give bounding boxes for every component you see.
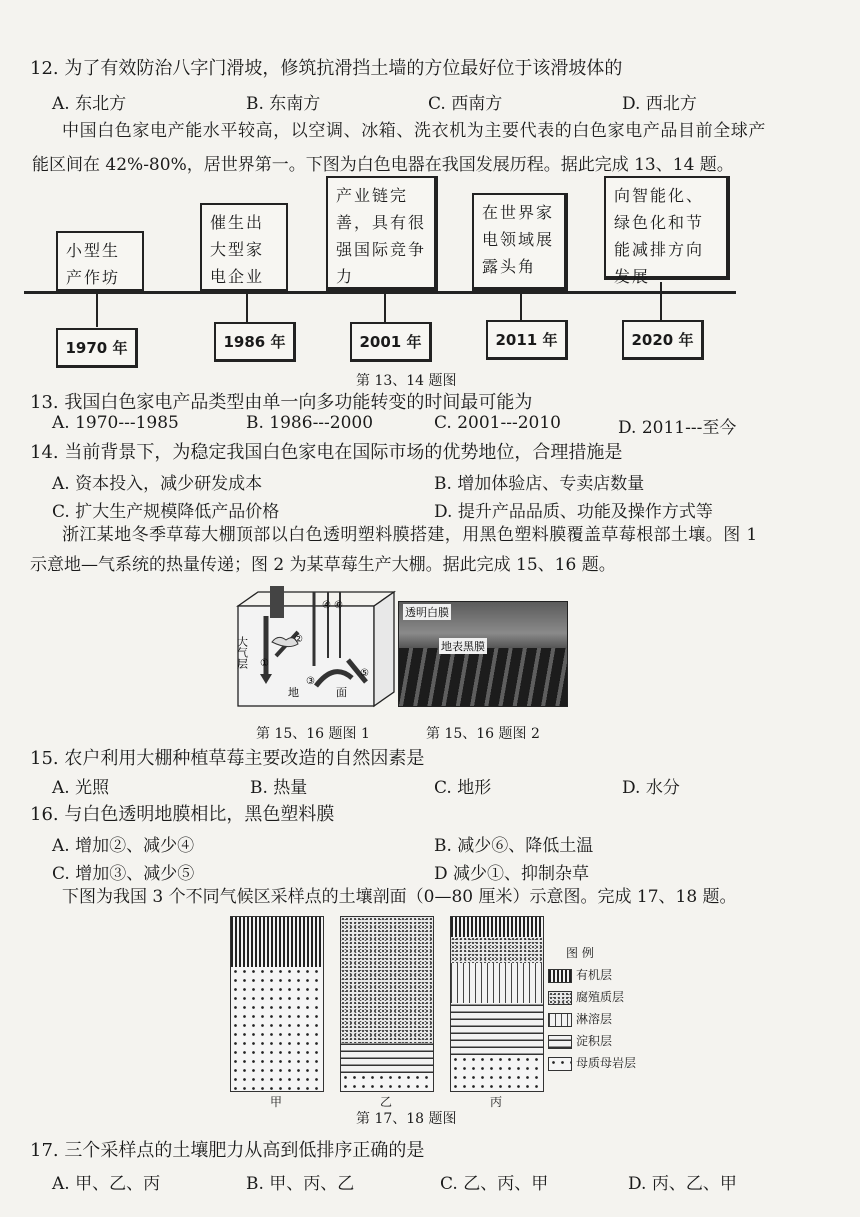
- layer-organic: [451, 917, 543, 937]
- legend-label-parent: 母质母岩层: [576, 1056, 637, 1070]
- legend-swatch-leach: [548, 1013, 572, 1027]
- q17-option-b: B. 甲、丙、乙: [246, 1174, 355, 1194]
- ground-label-right: 面: [336, 686, 347, 699]
- greenhouse-photo: [398, 601, 568, 707]
- timeline-year-2020: 2020 年: [622, 320, 704, 360]
- layer-organic: [231, 917, 323, 967]
- sun-bar: [270, 586, 284, 618]
- legend-label-humus: 腐殖质层: [576, 990, 625, 1004]
- layer-parent: [451, 1055, 543, 1092]
- soil-column-yi: [340, 916, 434, 1092]
- q15-stem: 15. 农户利用大棚种植草莓主要改造的自然因素是: [30, 748, 425, 769]
- q13-option-a: A. 1970---1985: [52, 413, 179, 433]
- legend-swatch-deposit: [548, 1035, 572, 1049]
- q14-option-a: A. 资本投入，减少研发成本: [52, 474, 263, 494]
- intro-15-16-line1: 浙江某地冬季草莓大棚顶部以白色透明塑料膜搭建，用黑色塑料膜覆盖草莓根部土壤。图 1: [62, 525, 758, 545]
- q12-option-d: D. 西北方: [622, 94, 697, 114]
- legend-swatch-parent: [548, 1057, 572, 1071]
- ground-label-left: 地: [288, 686, 299, 699]
- timeline-year-2001: 2001 年: [350, 322, 432, 362]
- marker-6: ⑥: [334, 600, 343, 611]
- intro-15-16-line2: 示意地—气系统的热量传递；图 2 为某草莓生产大棚。据此完成 15、16 题。: [30, 555, 616, 575]
- timeline-event-2001: 产业链完善，具有很强国际竞争力: [326, 176, 438, 291]
- timeline-tick: [96, 293, 98, 327]
- q16-option-c: C. 增加③、减少⑤: [52, 864, 195, 884]
- legend-label-organic: 有机层: [576, 968, 613, 982]
- q16-stem: 16. 与白色透明地膜相比，黑色塑料膜: [30, 804, 335, 825]
- soil-label-jia: 甲: [270, 1095, 283, 1109]
- marker-2: ②: [294, 634, 303, 645]
- timeline-tick: [660, 282, 662, 320]
- q15-option-d: D. 水分: [622, 778, 680, 798]
- soil-label-bing: 丙: [490, 1095, 503, 1109]
- legend-parent: [548, 1054, 636, 1071]
- timeline-tick: [384, 293, 386, 323]
- soil-caption: 第 17、18 题图: [356, 1111, 457, 1127]
- timeline-caption: 第 13、14 题图: [356, 373, 457, 389]
- intro-13-14-line1: 中国白色家电产能水平较高，以空调、冰箱、洗衣机为主要代表的白色家电产品目前全球产: [62, 121, 766, 141]
- intro-17-18-line1: 下图为我国 3 个不同气候区采样点的土壤剖面（0—80 厘米）示意图。完成 17、18 题。: [62, 887, 737, 907]
- q17-option-c: C. 乙、丙、甲: [440, 1174, 549, 1194]
- timeline-year-2011: 2011 年: [486, 320, 568, 360]
- legend-deposit: [548, 1032, 612, 1049]
- timeline-tick: [520, 293, 522, 323]
- soil-column-jia: [230, 916, 324, 1092]
- legend-label-deposit: 淀积层: [576, 1034, 613, 1048]
- q12-option-a: A. 东北方: [52, 94, 127, 114]
- layer-humus: [451, 937, 543, 963]
- q16-option-d: D 减少①、抑制杂草: [434, 864, 590, 884]
- fig1-caption: 第 15、16 题图 1: [256, 726, 370, 742]
- marker-4: ④: [322, 600, 331, 611]
- timeline-event-1986: 催生出大型家电企业: [200, 203, 288, 291]
- q13-stem: 13. 我国白色家电产品类型由单一向多功能转变的时间最可能为: [30, 392, 533, 413]
- legend-organic: [548, 966, 612, 983]
- q14-option-d: D. 提升产品品质、功能及操作方式等: [434, 502, 713, 522]
- layer-parent: [341, 1073, 433, 1092]
- timeline-event-1970: 小型生产作坊: [56, 231, 144, 291]
- film-label-top: 透明白膜: [405, 606, 449, 619]
- q14-option-b: B. 增加体验店、专卖店数量: [434, 474, 645, 494]
- q16-option-b: B. 减少⑥、降低土温: [434, 836, 594, 856]
- legend-label-leach: 淋溶层: [576, 1012, 613, 1026]
- q14-stem: 14. 当前背景下，为稳定我国白色家电在国际市场的优势地位，合理措施是: [30, 442, 623, 463]
- q13-option-d: D. 2011---至今: [618, 418, 737, 438]
- timeline-event-2011: 在世界家电领域展露头角: [472, 193, 568, 291]
- layer-deposit: [451, 1003, 543, 1055]
- timeline-year-1986: 1986 年: [214, 322, 296, 362]
- q16-option-a: A. 增加②、减少④: [52, 836, 195, 856]
- legend-leach: [548, 1010, 612, 1027]
- q13-option-b: B. 1986---2000: [246, 413, 374, 433]
- q12-option-c: C. 西南方: [428, 94, 503, 114]
- timeline-axis: [24, 291, 736, 294]
- q17-option-d: D. 丙、乙、甲: [628, 1174, 737, 1194]
- legend-swatch-humus: [548, 991, 572, 1005]
- q17-option-a: A. 甲、乙、丙: [52, 1174, 161, 1194]
- atmosphere-box: [238, 592, 394, 706]
- legend-swatch-organic: [548, 969, 572, 983]
- soil-legend-title: 图 例: [566, 946, 594, 960]
- marker-1: ①: [260, 658, 269, 669]
- timeline-year-1970: 1970 年: [56, 328, 138, 368]
- q15-option-a: A. 光照: [52, 778, 110, 798]
- layer-deposit: [341, 1043, 433, 1073]
- timeline-tick: [246, 293, 248, 323]
- q12-option-b: B. 东南方: [246, 94, 321, 114]
- film-label-mid: 地表黑膜: [441, 640, 485, 653]
- soil-label-yi: 乙: [380, 1095, 393, 1109]
- soil-column-bing: [450, 916, 544, 1092]
- fig2-caption: 第 15、16 题图 2: [426, 726, 540, 742]
- marker-5: ⑤: [360, 668, 369, 679]
- greenhouse-rows: [399, 648, 567, 706]
- layer-humus: [341, 917, 433, 1043]
- q15-option-b: B. 热量: [250, 778, 308, 798]
- timeline-event-2020: 向智能化、绿色化和节能减排方向发展: [604, 176, 730, 280]
- legend-humus: [548, 988, 624, 1005]
- layer-leach: [451, 963, 543, 1003]
- q14-option-c: C. 扩大生产规模降低产品价格: [52, 502, 280, 522]
- marker-3: ③: [306, 676, 315, 687]
- q17-stem: 17. 三个采样点的土壤肥力从高到低排序正确的是: [30, 1140, 425, 1161]
- q13-option-c: C. 2001---2010: [434, 413, 561, 433]
- q15-option-c: C. 地形: [434, 778, 492, 798]
- atmosphere-label: 大气层: [236, 636, 249, 669]
- layer-parent: [231, 967, 323, 1092]
- intro-13-14-line2: 能区间在 42%-80%，居世界第一。下图为白色电器在我国发展历程。据此完成 13、14 题。: [32, 155, 734, 175]
- heat-transfer-diagram: [236, 586, 396, 710]
- q12-stem: 12. 为了有效防治八字门滑坡，修筑抗滑挡土墙的方位最好位于该滑坡体的: [30, 58, 623, 79]
